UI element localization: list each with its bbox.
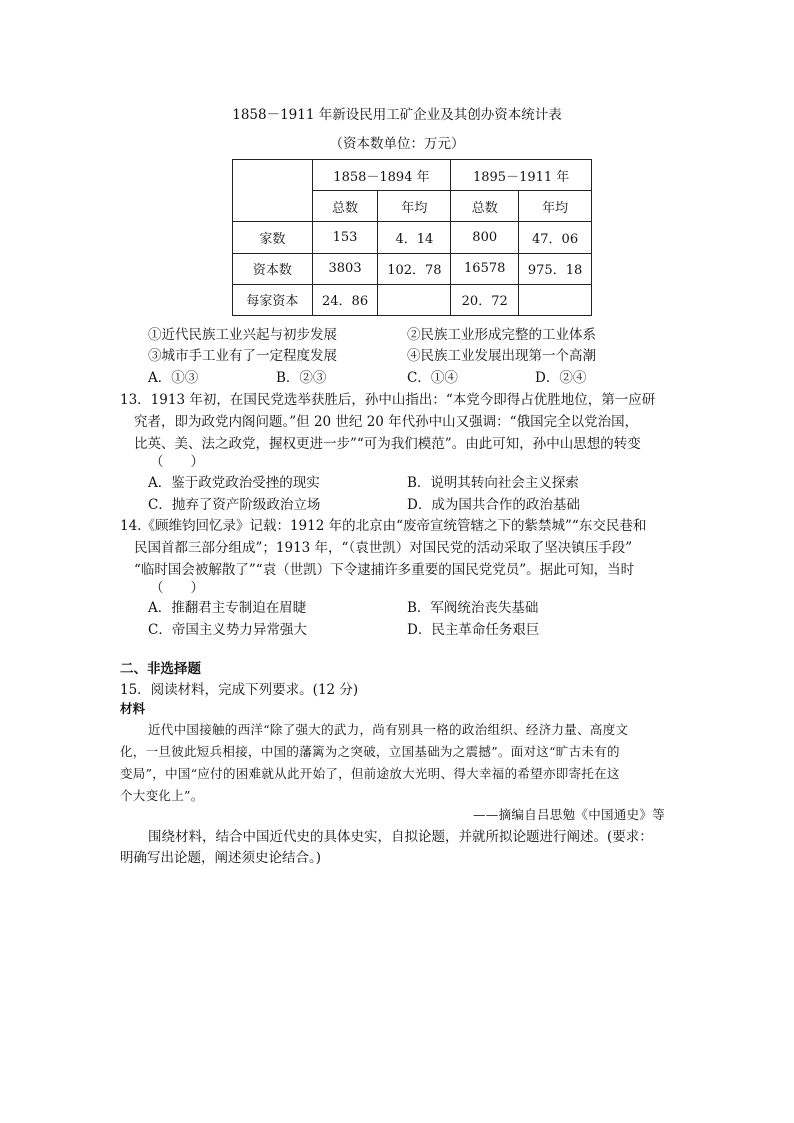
table-cell (519, 284, 592, 315)
material-quote-line-4: 个大变化上”。 (120, 788, 204, 803)
col-total-header: 总数 (451, 191, 519, 222)
table-cell: 800 (451, 222, 519, 253)
material-quote-line-2: 化，一旦彼此短兵相接，中国的藩篱为之突破，立国基础为之震撼”。面对这“旷古未有的 (120, 744, 620, 759)
col-avg-header: 年均 (378, 191, 451, 222)
q13-stem-line-3: 比英、美、法之政党，握权更进一步”“可为我们模范”。由此可知，孙中山思想的转变 (134, 436, 641, 452)
q15-requirement-line-2: 明确写出论题，阐述须史论结合。) (120, 850, 322, 866)
q12-option-d[interactable]: D．②④ (535, 370, 587, 386)
table-cell: 3803 (312, 253, 378, 284)
table-header-row (233, 160, 592, 191)
q12-statement-1: ①近代民族工业兴起与初步发展 (148, 327, 337, 343)
table-cell: 153 (312, 222, 378, 253)
row-label: 家数 (233, 222, 313, 253)
table-cell: 47．06 (519, 222, 592, 253)
q13-answer-blank: （ ） (150, 454, 204, 470)
q14-option-d[interactable]: D．民主革命任务艰巨 (407, 622, 540, 638)
q13-option-d[interactable]: D．成为国共合作的政治基础 (407, 497, 580, 513)
q15-requirement-line-1: 围绕材料，结合中国近代史的具体史实，自拟论题，并就所拟论题进行阐述。(要求： (148, 829, 653, 845)
statistics-table (232, 159, 592, 316)
q15-heading: 15．阅读材料，完成下列要求。(12 分) (120, 682, 359, 698)
table-cell: 975．18 (519, 253, 592, 284)
q14-stem-line-3: “临时国会被解散了”“袁（世凯）下令逮捕许多重要的国民党党员”。据此可知，当时 (134, 562, 635, 578)
q13-stem-line-2: 究者，即为政党内阁问题。”但 20 世纪 20 年代孙中山又强调：“俄国完全以党治国， (134, 414, 639, 430)
material-source: ——摘编自吕思勉《中国通史》等 (473, 807, 666, 822)
q14-stem-line-1: 14.《顾维钧回忆录》记载：1912 年的北京由“废帝宣统管辖之下的紫禁城”“东交民巷和 (120, 518, 647, 534)
q13-option-b[interactable]: B．说明其转向社会主义探索 (407, 475, 579, 491)
q14-option-b[interactable]: B．军阀统治丧失基础 (407, 600, 539, 616)
q13-stem-line-1: 13．1913 年初，在国民党选举获胜后，孙中山指出：“本党今即得占优胜地位，第一应研 (120, 392, 656, 408)
col-avg-header: 年均 (519, 191, 592, 222)
col-total-header: 总数 (312, 191, 378, 222)
q12-statement-4: ④民族工业发展出现第一个高潮 (407, 348, 596, 364)
table-cell: 16578 (451, 253, 519, 284)
q13-option-c[interactable]: C．抛弃了资产阶级政治立场 (148, 497, 321, 513)
material-quote-line-3: 变局”，中国“应付的困难就从此开始了，但前途放大光明、得大幸福的希望亦即寄托在这 (120, 766, 620, 781)
table-cell (378, 284, 451, 315)
table-cell: 20．72 (451, 284, 519, 315)
material-quote-line-1: 近代中国接触的西洋“除了强大的武力，尚有别具一格的政治组织、经济力量、高度文 (148, 722, 629, 737)
table-cell: 4．14 (378, 222, 451, 253)
period1-header: 1858－1894 年 (312, 160, 451, 191)
q12-option-a[interactable]: A．①③ (148, 370, 199, 386)
table-title: 1858－1911 年新设民用工矿企业及其创办资本统计表 (232, 107, 562, 123)
section-heading: 二、非选择题 (120, 661, 201, 677)
table-cell: 102．78 (378, 253, 451, 284)
q12-statement-2: ②民族工业形成完整的工业体系 (407, 327, 596, 343)
table-row (233, 253, 592, 284)
q12-statement-3: ③城市手工业有了一定程度发展 (148, 348, 337, 364)
table-corner-cell (233, 160, 313, 222)
q12-option-b[interactable]: B．②③ (276, 370, 327, 386)
q14-stem-line-2: 民国首都三部分组成”；1913 年，“（袁世凯）对国民党的活动采取了坚决镇压手段” (134, 540, 633, 556)
q13-option-a[interactable]: A．鉴于政党政治受挫的现实 (148, 475, 320, 491)
table-cell: 24．86 (312, 284, 378, 315)
q14-answer-blank: （ ） (150, 580, 204, 596)
q14-option-a[interactable]: A．推翻君主专制迫在眉睫 (148, 600, 307, 616)
row-label: 每家资本 (233, 284, 313, 315)
row-label: 资本数 (233, 253, 313, 284)
table-unit: （资本数单位：万元） (329, 136, 465, 152)
q14-option-c[interactable]: C．帝国主义势力异常强大 (148, 622, 307, 638)
material-label: 材料 (120, 701, 146, 716)
q12-option-c[interactable]: C．①④ (407, 370, 458, 386)
table-row (233, 222, 592, 253)
table-row (233, 284, 592, 315)
period2-header: 1895－1911 年 (451, 160, 592, 191)
